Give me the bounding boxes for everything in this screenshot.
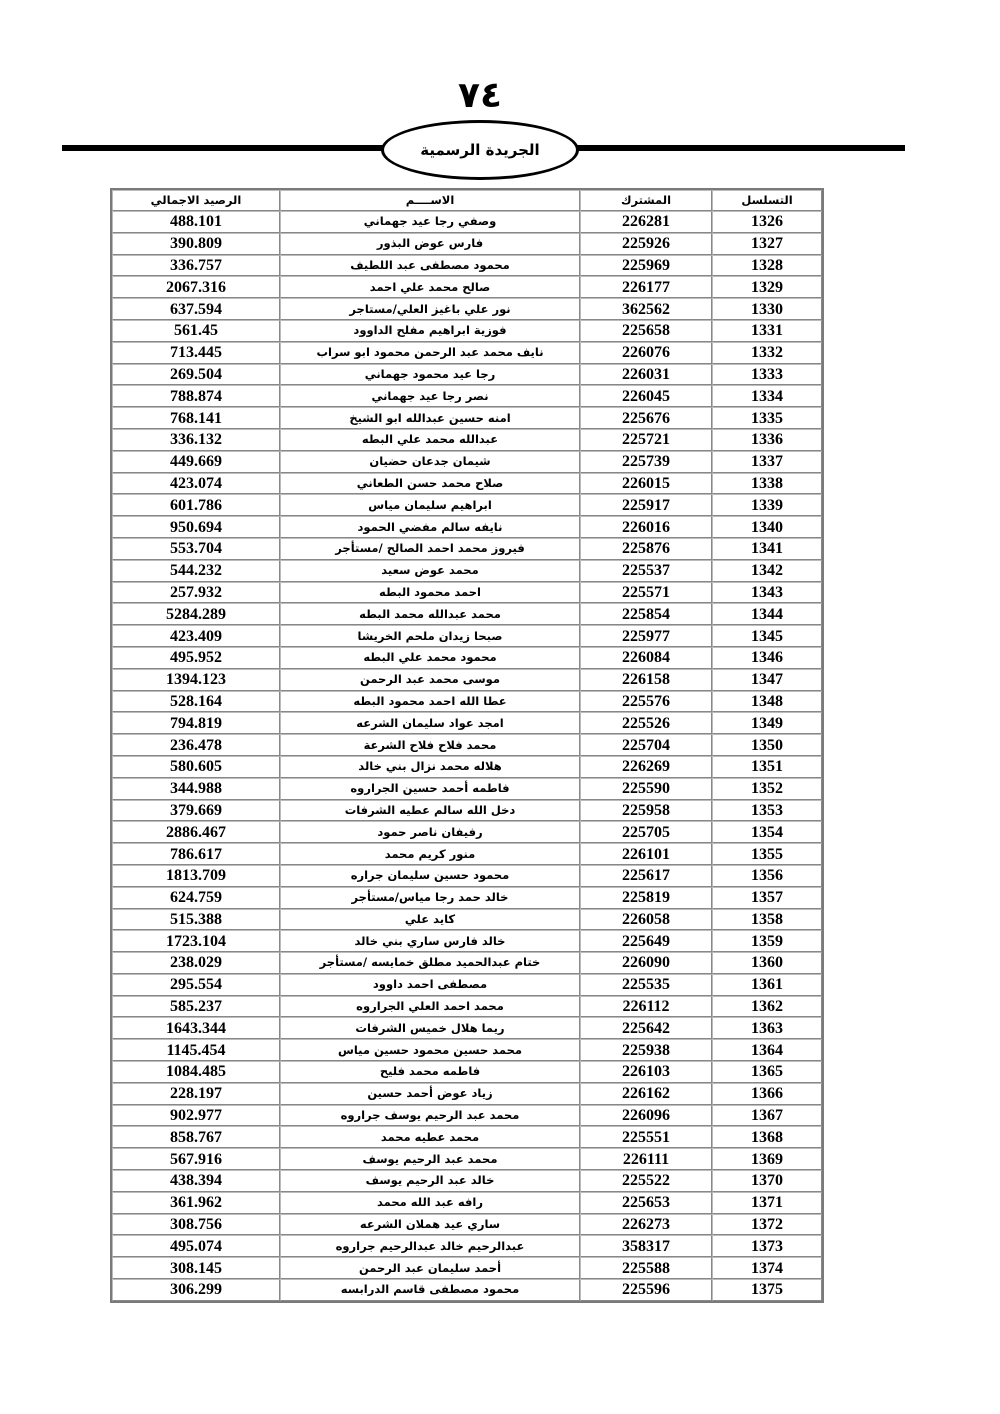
table-row bbox=[112, 364, 822, 386]
serial-cell: 1346 bbox=[712, 647, 822, 669]
name-cell: نصر رجا عيد جهماني bbox=[280, 385, 580, 407]
subscriber-cell: 225596 bbox=[580, 1279, 712, 1301]
subscriber-cell: 225969 bbox=[580, 255, 712, 277]
subscriber-cell: 226045 bbox=[580, 385, 712, 407]
table-row bbox=[112, 1235, 822, 1257]
subscriber-cell: 225576 bbox=[580, 691, 712, 713]
balance-cell: 488.101 bbox=[112, 211, 280, 233]
column-header-serial: التسلسل bbox=[712, 190, 822, 211]
header-rule-left bbox=[62, 145, 384, 151]
table-row bbox=[112, 1105, 822, 1127]
subscriber-cell: 225705 bbox=[580, 821, 712, 843]
subscriber-cell: 225977 bbox=[580, 625, 712, 647]
balance-cell: 308.145 bbox=[112, 1257, 280, 1279]
table-row bbox=[112, 887, 822, 909]
serial-cell: 1361 bbox=[712, 974, 822, 996]
serial-cell: 1375 bbox=[712, 1279, 822, 1301]
subscriber-cell: 226076 bbox=[580, 342, 712, 364]
subscriber-cell: 225653 bbox=[580, 1192, 712, 1214]
table-row bbox=[112, 865, 822, 887]
balance-cell: 567.916 bbox=[112, 1148, 280, 1170]
table-row bbox=[112, 494, 822, 516]
serial-cell: 1328 bbox=[712, 255, 822, 277]
name-cell: رافه عبد الله محمد bbox=[280, 1192, 580, 1214]
serial-cell: 1330 bbox=[712, 298, 822, 320]
subscriber-cell: 358317 bbox=[580, 1235, 712, 1257]
table-row bbox=[112, 691, 822, 713]
serial-cell: 1329 bbox=[712, 276, 822, 298]
table-row bbox=[112, 1039, 822, 1061]
name-cell: خالد عبد الرحيم يوسف bbox=[280, 1170, 580, 1192]
serial-cell: 1342 bbox=[712, 560, 822, 582]
balance-cell: 238.029 bbox=[112, 952, 280, 974]
table-row bbox=[112, 952, 822, 974]
subscriber-cell: 225676 bbox=[580, 407, 712, 429]
subscriber-cell: 226016 bbox=[580, 516, 712, 538]
serial-cell: 1363 bbox=[712, 1017, 822, 1039]
balance-cell: 788.874 bbox=[112, 385, 280, 407]
name-cell: فاطمه محمد فليح bbox=[280, 1061, 580, 1083]
balance-cell: 361.962 bbox=[112, 1192, 280, 1214]
serial-cell: 1344 bbox=[712, 603, 822, 625]
subscriber-cell: 225526 bbox=[580, 712, 712, 734]
table-row bbox=[112, 538, 822, 560]
subscriber-cell: 225926 bbox=[580, 233, 712, 255]
balance-cell: 336.757 bbox=[112, 255, 280, 277]
name-cell: محمد حسين محمود حسين مياس bbox=[280, 1039, 580, 1061]
balance-cell: 1394.123 bbox=[112, 669, 280, 691]
table-row bbox=[112, 930, 822, 952]
subscriber-cell: 225739 bbox=[580, 451, 712, 473]
balance-cell: 624.759 bbox=[112, 887, 280, 909]
subscriber-cell: 226273 bbox=[580, 1214, 712, 1236]
publication-title: الجريدة الرسمية bbox=[420, 141, 540, 159]
balance-cell: 390.809 bbox=[112, 233, 280, 255]
serial-cell: 1327 bbox=[712, 233, 822, 255]
subscriber-cell: 225721 bbox=[580, 429, 712, 451]
table-row bbox=[112, 909, 822, 931]
serial-cell: 1354 bbox=[712, 821, 822, 843]
serial-cell: 1372 bbox=[712, 1214, 822, 1236]
balance-cell: 5284.289 bbox=[112, 603, 280, 625]
subscriber-cell: 225617 bbox=[580, 865, 712, 887]
table-row bbox=[112, 1279, 822, 1301]
subscriber-cell: 226177 bbox=[580, 276, 712, 298]
serial-cell: 1337 bbox=[712, 451, 822, 473]
subscriber-cell: 226269 bbox=[580, 756, 712, 778]
subscriber-cell: 225642 bbox=[580, 1017, 712, 1039]
name-cell: منور كريم محمد bbox=[280, 843, 580, 865]
serial-cell: 1341 bbox=[712, 538, 822, 560]
serial-cell: 1359 bbox=[712, 930, 822, 952]
table-row bbox=[112, 276, 822, 298]
table-row bbox=[112, 1061, 822, 1083]
subscriber-cell: 225551 bbox=[580, 1126, 712, 1148]
name-cell: نايف محمد عبد الرحمن محمود ابو سراب bbox=[280, 342, 580, 364]
table-row bbox=[112, 473, 822, 495]
serial-cell: 1333 bbox=[712, 364, 822, 386]
header-rule-right bbox=[574, 145, 905, 151]
subscriber-cell: 226101 bbox=[580, 843, 712, 865]
subscriber-cell: 225590 bbox=[580, 778, 712, 800]
name-cell: محمود مصطفى عبد اللطيف bbox=[280, 255, 580, 277]
table-row bbox=[112, 778, 822, 800]
name-cell: محمد عطيه محمد bbox=[280, 1126, 580, 1148]
balances-table bbox=[110, 188, 824, 1303]
column-header-subscriber: المشترك bbox=[580, 190, 712, 211]
name-cell: محمود محمد علي البطه bbox=[280, 647, 580, 669]
table-row bbox=[112, 211, 822, 233]
balance-cell: 585.237 bbox=[112, 996, 280, 1018]
name-cell: محمود حسين سليمان جراره bbox=[280, 865, 580, 887]
serial-cell: 1364 bbox=[712, 1039, 822, 1061]
name-cell: شيمان جدعان حضيان bbox=[280, 451, 580, 473]
name-cell: نور علي باغيز العلي/مستاجر bbox=[280, 298, 580, 320]
table-row bbox=[112, 734, 822, 756]
serial-cell: 1355 bbox=[712, 843, 822, 865]
name-cell: عبدالرحيم خالد عبدالرحيم جراروه bbox=[280, 1235, 580, 1257]
balance-cell: 553.704 bbox=[112, 538, 280, 560]
serial-cell: 1326 bbox=[712, 211, 822, 233]
balance-cell: 1084.485 bbox=[112, 1061, 280, 1083]
balance-cell: 1643.344 bbox=[112, 1017, 280, 1039]
balance-cell: 713.445 bbox=[112, 342, 280, 364]
subscriber-cell: 226058 bbox=[580, 909, 712, 931]
balance-cell: 495.074 bbox=[112, 1235, 280, 1257]
table-row bbox=[112, 1192, 822, 1214]
name-cell: فارس عوض البذور bbox=[280, 233, 580, 255]
balance-cell: 336.132 bbox=[112, 429, 280, 451]
subscriber-cell: 226090 bbox=[580, 952, 712, 974]
table-row bbox=[112, 582, 822, 604]
subscriber-cell: 226096 bbox=[580, 1105, 712, 1127]
name-cell: عبدالله محمد علي البطه bbox=[280, 429, 580, 451]
balance-cell: 515.388 bbox=[112, 909, 280, 931]
subscriber-cell: 225658 bbox=[580, 320, 712, 342]
table-row bbox=[112, 1126, 822, 1148]
name-cell: محمد عبد الرحيم يوسف bbox=[280, 1148, 580, 1170]
balance-cell: 269.504 bbox=[112, 364, 280, 386]
name-cell: رفيفان ناصر حمود bbox=[280, 821, 580, 843]
subscriber-cell: 225537 bbox=[580, 560, 712, 582]
subscriber-cell: 225704 bbox=[580, 734, 712, 756]
name-cell: صالح محمد علي احمد bbox=[280, 276, 580, 298]
balance-cell: 236.478 bbox=[112, 734, 280, 756]
serial-cell: 1368 bbox=[712, 1126, 822, 1148]
table-row bbox=[112, 255, 822, 277]
balance-cell: 768.141 bbox=[112, 407, 280, 429]
serial-cell: 1331 bbox=[712, 320, 822, 342]
table-row bbox=[112, 1214, 822, 1236]
name-cell: محمد عوض سعيد bbox=[280, 560, 580, 582]
balance-cell: 423.074 bbox=[112, 473, 280, 495]
table-row bbox=[112, 843, 822, 865]
subscriber-cell: 226281 bbox=[580, 211, 712, 233]
table-row bbox=[112, 342, 822, 364]
table-row bbox=[112, 298, 822, 320]
serial-cell: 1352 bbox=[712, 778, 822, 800]
serial-cell: 1367 bbox=[712, 1105, 822, 1127]
serial-cell: 1369 bbox=[712, 1148, 822, 1170]
table-row bbox=[112, 385, 822, 407]
subscriber-cell: 225535 bbox=[580, 974, 712, 996]
balance-cell: 561.45 bbox=[112, 320, 280, 342]
subscriber-cell: 225917 bbox=[580, 494, 712, 516]
name-cell: موسى محمد عبد الرحمن bbox=[280, 669, 580, 691]
subscriber-cell: 225571 bbox=[580, 582, 712, 604]
name-cell: خالد حمد رجا مياس/مستأجر bbox=[280, 887, 580, 909]
balance-cell: 295.554 bbox=[112, 974, 280, 996]
subscriber-cell: 226162 bbox=[580, 1083, 712, 1105]
serial-cell: 1338 bbox=[712, 473, 822, 495]
name-cell: خالد فارس ساري بني خالد bbox=[280, 930, 580, 952]
balance-cell: 1723.104 bbox=[112, 930, 280, 952]
subscriber-cell: 226112 bbox=[580, 996, 712, 1018]
subscriber-cell: 225522 bbox=[580, 1170, 712, 1192]
serial-cell: 1336 bbox=[712, 429, 822, 451]
name-cell: عطا الله احمد محمود البطه bbox=[280, 691, 580, 713]
table-row bbox=[112, 800, 822, 822]
subscriber-cell: 225876 bbox=[580, 538, 712, 560]
name-cell: أحمد سليمان عبد الرحمن bbox=[280, 1257, 580, 1279]
serial-cell: 1351 bbox=[712, 756, 822, 778]
subscriber-cell: 226031 bbox=[580, 364, 712, 386]
name-cell: امنه حسين عبدالله ابو الشيخ bbox=[280, 407, 580, 429]
serial-cell: 1374 bbox=[712, 1257, 822, 1279]
balance-cell: 344.988 bbox=[112, 778, 280, 800]
subscriber-cell: 225819 bbox=[580, 887, 712, 909]
balance-cell: 601.786 bbox=[112, 494, 280, 516]
serial-cell: 1366 bbox=[712, 1083, 822, 1105]
table-row bbox=[112, 996, 822, 1018]
serial-cell: 1365 bbox=[712, 1061, 822, 1083]
table-row bbox=[112, 451, 822, 473]
name-cell: ساري عيد هملان الشرعه bbox=[280, 1214, 580, 1236]
name-cell: محمد عبد الرحيم يوسف جراروه bbox=[280, 1105, 580, 1127]
balance-cell: 1145.454 bbox=[112, 1039, 280, 1061]
table-row bbox=[112, 1170, 822, 1192]
serial-cell: 1332 bbox=[712, 342, 822, 364]
name-cell: محمد احمد العلي الجراروه bbox=[280, 996, 580, 1018]
name-cell: صبحا زيدان ملحم الخريشا bbox=[280, 625, 580, 647]
balance-cell: 308.756 bbox=[112, 1214, 280, 1236]
balance-cell: 794.819 bbox=[112, 712, 280, 734]
balance-cell: 228.197 bbox=[112, 1083, 280, 1105]
subscriber-cell: 225649 bbox=[580, 930, 712, 952]
name-cell: فوزية ابراهيم مفلح الداوود bbox=[280, 320, 580, 342]
page-number: ٧٤ bbox=[458, 75, 502, 116]
serial-cell: 1357 bbox=[712, 887, 822, 909]
balance-cell: 858.767 bbox=[112, 1126, 280, 1148]
subscriber-cell: 225958 bbox=[580, 800, 712, 822]
serial-cell: 1347 bbox=[712, 669, 822, 691]
balance-cell: 495.952 bbox=[112, 647, 280, 669]
subscriber-cell: 226158 bbox=[580, 669, 712, 691]
balance-cell: 449.669 bbox=[112, 451, 280, 473]
subscriber-cell: 226111 bbox=[580, 1148, 712, 1170]
balance-cell: 786.617 bbox=[112, 843, 280, 865]
table-row bbox=[112, 1148, 822, 1170]
balance-cell: 528.164 bbox=[112, 691, 280, 713]
table-row bbox=[112, 625, 822, 647]
subscriber-cell: 226015 bbox=[580, 473, 712, 495]
serial-cell: 1334 bbox=[712, 385, 822, 407]
name-cell: احمد محمود البطه bbox=[280, 582, 580, 604]
balance-cell: 580.605 bbox=[112, 756, 280, 778]
balance-cell: 2067.316 bbox=[112, 276, 280, 298]
balance-cell: 902.977 bbox=[112, 1105, 280, 1127]
name-cell: فاطمه أحمد حسين الجراروه bbox=[280, 778, 580, 800]
serial-cell: 1353 bbox=[712, 800, 822, 822]
name-cell: امجد عواد سليمان الشرعه bbox=[280, 712, 580, 734]
balance-cell: 423.409 bbox=[112, 625, 280, 647]
name-cell: ريما هلال خميس الشرفات bbox=[280, 1017, 580, 1039]
table-row bbox=[112, 516, 822, 538]
publication-emblem bbox=[381, 120, 579, 180]
name-cell: دخل الله سالم عطيه الشرفات bbox=[280, 800, 580, 822]
table-row bbox=[112, 821, 822, 843]
serial-cell: 1343 bbox=[712, 582, 822, 604]
column-header-balance: الرصيد الاجمالي bbox=[112, 190, 280, 211]
column-header-name: الاســــم bbox=[280, 190, 580, 211]
name-cell: صلاح محمد حسن الطعاني bbox=[280, 473, 580, 495]
serial-cell: 1370 bbox=[712, 1170, 822, 1192]
serial-cell: 1371 bbox=[712, 1192, 822, 1214]
name-cell: فيروز محمد احمد الصالح /مستأجر bbox=[280, 538, 580, 560]
serial-cell: 1362 bbox=[712, 996, 822, 1018]
balance-cell: 544.232 bbox=[112, 560, 280, 582]
name-cell: ختام عبدالحميد مطلق خمايسه /مستأجر bbox=[280, 952, 580, 974]
balance-cell: 306.299 bbox=[112, 1279, 280, 1301]
name-cell: رجا عيد محمود جهماني bbox=[280, 364, 580, 386]
name-cell: كايد علي bbox=[280, 909, 580, 931]
serial-cell: 1373 bbox=[712, 1235, 822, 1257]
serial-cell: 1339 bbox=[712, 494, 822, 516]
subscriber-cell: 225588 bbox=[580, 1257, 712, 1279]
subscriber-cell: 225938 bbox=[580, 1039, 712, 1061]
table-row bbox=[112, 1017, 822, 1039]
balance-cell: 379.669 bbox=[112, 800, 280, 822]
serial-cell: 1345 bbox=[712, 625, 822, 647]
balance-cell: 950.694 bbox=[112, 516, 280, 538]
table-row bbox=[112, 429, 822, 451]
table-header-row bbox=[112, 190, 822, 211]
balance-cell: 438.394 bbox=[112, 1170, 280, 1192]
name-cell: هلاله محمد نزال بني خالد bbox=[280, 756, 580, 778]
table-row bbox=[112, 712, 822, 734]
serial-cell: 1335 bbox=[712, 407, 822, 429]
name-cell: زياد عوض أحمد حسين bbox=[280, 1083, 580, 1105]
name-cell: ابراهيم سليمان مياس bbox=[280, 494, 580, 516]
serial-cell: 1360 bbox=[712, 952, 822, 974]
balance-cell: 257.932 bbox=[112, 582, 280, 604]
name-cell: نايفه سالم مفضي الحمود bbox=[280, 516, 580, 538]
table-row bbox=[112, 560, 822, 582]
table-row bbox=[112, 320, 822, 342]
subscriber-cell: 226103 bbox=[580, 1061, 712, 1083]
serial-cell: 1350 bbox=[712, 734, 822, 756]
name-cell: مصطفى احمد داوود bbox=[280, 974, 580, 996]
name-cell: محمد فلاح فلاح الشرعة bbox=[280, 734, 580, 756]
table-body bbox=[112, 211, 822, 1301]
subscriber-cell: 225854 bbox=[580, 603, 712, 625]
serial-cell: 1348 bbox=[712, 691, 822, 713]
subscriber-cell: 362562 bbox=[580, 298, 712, 320]
serial-cell: 1349 bbox=[712, 712, 822, 734]
table-row bbox=[112, 407, 822, 429]
table-row bbox=[112, 233, 822, 255]
table-row bbox=[112, 603, 822, 625]
name-cell: محمود مصطفى قاسم الدرابسه bbox=[280, 1279, 580, 1301]
balance-cell: 1813.709 bbox=[112, 865, 280, 887]
serial-cell: 1340 bbox=[712, 516, 822, 538]
balance-cell: 637.594 bbox=[112, 298, 280, 320]
serial-cell: 1356 bbox=[712, 865, 822, 887]
subscriber-cell: 226084 bbox=[580, 647, 712, 669]
table-row bbox=[112, 1083, 822, 1105]
table-row bbox=[112, 647, 822, 669]
table-row bbox=[112, 1257, 822, 1279]
serial-cell: 1358 bbox=[712, 909, 822, 931]
table-row bbox=[112, 669, 822, 691]
table-row bbox=[112, 974, 822, 996]
name-cell: محمد عبدالله محمد البطه bbox=[280, 603, 580, 625]
name-cell: وصفي رجا عيد جهماني bbox=[280, 211, 580, 233]
table-row bbox=[112, 756, 822, 778]
balance-cell: 2886.467 bbox=[112, 821, 280, 843]
